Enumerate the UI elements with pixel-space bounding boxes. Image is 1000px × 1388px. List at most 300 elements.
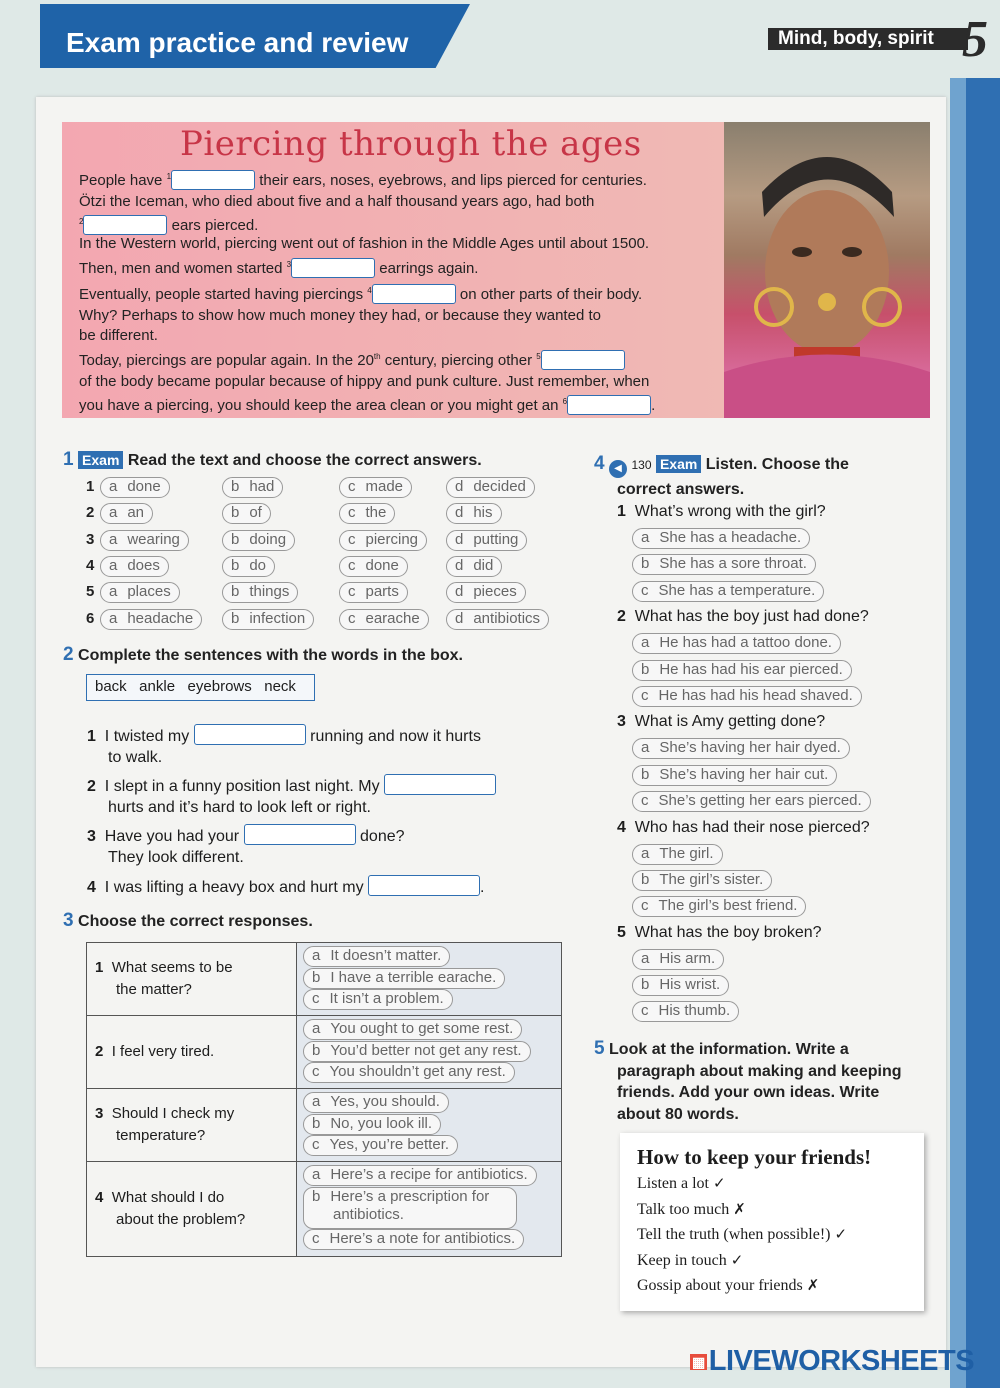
ex3-option-2a-text: You ought to get some rest. xyxy=(330,1020,514,1037)
ex4-question-text: What has the boy broken? xyxy=(634,923,822,941)
ex4-option-4b[interactable] xyxy=(632,870,772,891)
ex3-question xyxy=(95,1041,296,1063)
check-mark-icon: ✓ xyxy=(730,1250,744,1269)
ex3-question-number: 2 xyxy=(95,1043,104,1060)
unit-label: Mind, body, spirit xyxy=(768,28,968,50)
ex4-option-1c-text: She has a temperature. xyxy=(658,581,816,599)
ex3-option-3b-letter: b xyxy=(312,1114,321,1132)
ex2-input-4[interactable] xyxy=(368,875,480,896)
ex3-option-2c-letter: c xyxy=(312,1063,320,1080)
brand-text: LIVEWORKSHEETS xyxy=(708,1345,975,1377)
ex1-option-6a-text: headache xyxy=(127,609,194,627)
exercise-number: 3 xyxy=(63,910,74,931)
text: century, piercing other xyxy=(384,352,533,369)
ex4-option-5a[interactable] xyxy=(632,949,724,970)
gap-number: 3 xyxy=(286,259,292,269)
unit-number: 5 xyxy=(962,11,988,68)
ex4-option-3b-letter: b xyxy=(641,765,650,783)
ex1-option-4b-text: do xyxy=(249,556,267,574)
ex1-option-1b-text: had xyxy=(249,478,275,495)
superscript: th xyxy=(373,352,381,361)
ex1-option-2a-letter: a xyxy=(109,504,118,522)
ex4-option-3c[interactable] xyxy=(632,791,871,812)
note-item-text: Gossip about your friends xyxy=(637,1277,803,1295)
ex1-option-4b-letter: b xyxy=(231,556,240,574)
ex1-option-1d-letter: d xyxy=(455,478,464,495)
ex3-option-1b-text: I have a terrible earache. xyxy=(330,968,497,986)
ex3-question-cell xyxy=(87,943,297,1016)
ex3-option-1c-letter: c xyxy=(312,990,320,1007)
ex4-option-3a-text: She’s having her hair dyed. xyxy=(659,739,841,757)
ex4-option-2b-text: He has had his ear pierced. xyxy=(659,660,843,678)
instruction: about 80 words. xyxy=(617,1105,739,1123)
ex1-option-6a[interactable] xyxy=(100,609,202,630)
woman-portrait-image xyxy=(724,122,930,418)
ex4-option-3b[interactable] xyxy=(632,765,837,786)
ex3-question-number: 1 xyxy=(95,959,104,976)
text: Why? Perhaps to show how much money they had, or because they wanted to xyxy=(79,306,601,324)
item-number: 1 xyxy=(87,728,96,745)
ex1-option-3d[interactable] xyxy=(446,530,527,551)
text: to walk. xyxy=(108,749,163,766)
ex1-option-4c-letter: c xyxy=(348,556,356,574)
ex2-input-3[interactable] xyxy=(244,824,356,845)
ex3-option-2b-letter: b xyxy=(312,1041,321,1059)
text: be different. xyxy=(79,327,158,344)
ex1-option-6c[interactable] xyxy=(339,609,429,630)
ex1-option-5d[interactable] xyxy=(446,582,526,603)
text: done? xyxy=(360,828,405,845)
ex1-option-5c[interactable] xyxy=(339,582,408,603)
check-mark-icon: ✗ xyxy=(806,1276,820,1295)
ex1-option-2c[interactable] xyxy=(339,503,395,524)
gap-number: 6 xyxy=(562,397,568,406)
ex3-row xyxy=(87,943,562,1016)
ex3-option-2a-letter: a xyxy=(312,1020,321,1037)
text: earrings again. xyxy=(379,259,479,277)
text: of the body became popular because of hippy and punk culture. Just remember, when xyxy=(79,372,650,390)
ex4-option-5b-letter: b xyxy=(641,976,650,994)
ex4-question-number: 2 xyxy=(617,608,626,626)
exercise-number: 5 xyxy=(594,1038,605,1059)
ex1-option-4c[interactable] xyxy=(339,556,408,577)
reading-paragraph-2 xyxy=(79,234,719,279)
ex1-option-3a-letter: a xyxy=(109,530,118,548)
ex4-option-2b[interactable] xyxy=(632,660,852,681)
gap-input-5[interactable] xyxy=(541,350,625,370)
ex4-option-4b-letter: b xyxy=(641,870,650,888)
ex3-option-4b-line2: antibiotics. xyxy=(333,1205,404,1223)
ex1-option-6d-letter: d xyxy=(455,609,464,627)
ex4-option-5b[interactable] xyxy=(632,975,729,996)
ex4-question-text: What is Amy getting done? xyxy=(634,713,826,731)
instruction: Look at the information. Write a xyxy=(609,1041,849,1058)
ex1-option-5c-letter: c xyxy=(348,583,356,601)
ex4-option-1b-letter: b xyxy=(641,555,650,573)
ex3-option-3a[interactable] xyxy=(303,1092,449,1113)
ex1-option-5c-text: parts xyxy=(365,583,399,601)
ex4-question-text: Who has had their nose pierced? xyxy=(634,818,870,836)
ex1-option-3b[interactable] xyxy=(222,530,295,551)
note-title: How to keep your friends! xyxy=(637,1145,872,1169)
ex1-option-5a[interactable] xyxy=(100,582,180,603)
ex1-option-2a-text: an xyxy=(127,504,145,522)
ex1-option-3a-text: wearing xyxy=(127,530,180,548)
ex1-option-4d-text: did xyxy=(473,556,494,574)
ex4-option-3a[interactable] xyxy=(632,738,850,759)
ex1-option-1a-text: done xyxy=(127,478,161,495)
note-item xyxy=(637,1225,847,1244)
ex4-option-4a-letter: a xyxy=(641,844,650,862)
ex4-option-3c-letter: c xyxy=(641,792,649,809)
note-item-text: Tell the truth (when possible!) xyxy=(637,1226,831,1244)
ex4-option-1a[interactable] xyxy=(632,528,810,549)
check-mark-icon: ✓ xyxy=(712,1174,726,1192)
ex3-option-4a[interactable] xyxy=(303,1165,537,1186)
ex1-option-1b-letter: b xyxy=(231,478,240,495)
ex3-option-1a-letter: a xyxy=(312,947,321,964)
ex1-option-6c-letter: c xyxy=(348,609,356,627)
ex1-option-1a[interactable] xyxy=(100,477,170,498)
ex1-option-6b-letter: b xyxy=(231,609,240,627)
ex4-option-3c-text: She’s getting her ears pierced. xyxy=(658,792,862,809)
ex3-option-3c-letter: c xyxy=(312,1136,320,1153)
ex3-option-3c[interactable] xyxy=(303,1135,458,1156)
reading-paragraph-3 xyxy=(79,281,719,347)
ex4-option-1c[interactable] xyxy=(632,581,824,602)
gap-number: 5 xyxy=(536,352,541,361)
gap-input-4[interactable] xyxy=(372,284,456,304)
ex3-option-2a[interactable] xyxy=(303,1019,522,1040)
ex1-option-1c-letter: c xyxy=(348,478,356,495)
ex4-option-5c-text: His thumb. xyxy=(658,1002,731,1020)
gap-input-1[interactable] xyxy=(171,170,255,190)
ex1-option-2c-letter: c xyxy=(348,504,356,522)
text: on other parts of their body. xyxy=(459,286,643,303)
ex1-option-6d-text: antibiotics xyxy=(473,609,541,627)
ex1-option-5a-text: places xyxy=(127,583,171,601)
ex1-option-4d[interactable] xyxy=(446,556,502,577)
note-item xyxy=(637,1251,743,1270)
ex2-input-2[interactable] xyxy=(384,774,496,795)
ex1-row-number: 3 xyxy=(86,530,95,548)
ex4-question xyxy=(617,924,937,942)
ex4-question-text: What has the boy just had done? xyxy=(634,608,869,626)
ex3-option-2c-text: You shouldn’t get any rest. xyxy=(329,1063,506,1080)
ex1-option-4a[interactable] xyxy=(100,556,169,577)
ex3-option-2b[interactable] xyxy=(303,1041,531,1062)
ex1-row-number: 4 xyxy=(86,556,95,574)
text: I slept in a funny position last night. My xyxy=(104,778,380,795)
instruction: friends. Add your own ideas. Write xyxy=(617,1084,880,1101)
ex4-question-number: 3 xyxy=(617,713,626,731)
ex3-option-4a-letter: a xyxy=(312,1166,321,1183)
ex3-question-line2: the matter? xyxy=(116,981,192,998)
ex3-question-cell xyxy=(87,1016,297,1089)
exam-badge: Exam xyxy=(656,455,701,473)
ex3-question-cell xyxy=(87,1089,297,1162)
word-box: back ankle eyebrows neck xyxy=(86,674,315,701)
ex4-option-2c-text: He has had his head shaved. xyxy=(658,686,853,704)
ex4-option-2c-letter: c xyxy=(641,686,649,704)
ex1-option-4b[interactable] xyxy=(222,556,275,577)
ex3-answer-wrap xyxy=(297,1162,561,1256)
ex1-option-5b-letter: b xyxy=(231,583,240,601)
item-number: 4 xyxy=(87,879,96,896)
instruction: Listen. Choose the xyxy=(705,456,849,473)
ex1-option-5d-text: pieces xyxy=(473,583,517,601)
check-mark-icon: ✗ xyxy=(733,1199,746,1218)
instruction: Choose the correct responses. xyxy=(78,913,313,930)
reading-paragraph-1 xyxy=(79,167,719,237)
ex3-option-1a-text: It doesn’t matter. xyxy=(330,947,442,964)
gap-input-2[interactable] xyxy=(83,215,167,235)
ex3-table xyxy=(86,942,562,1257)
ex3-answer-cell xyxy=(297,943,562,1016)
exercise-number: 1 xyxy=(63,449,74,470)
ex3-option-2b-text: You’d better not get any rest. xyxy=(330,1041,522,1059)
text: Then, men and women started xyxy=(79,259,283,277)
ex1-option-2b-text: of xyxy=(249,504,262,522)
ex3-answer-cell xyxy=(297,1016,562,1089)
text: Ötzi the Iceman, who died about five and a half thousand years ago, had both xyxy=(79,192,595,210)
reading-paragraph-4 xyxy=(79,347,719,417)
ex1-option-3b-letter: b xyxy=(231,530,240,548)
ex3-option-4b-text: Here’s a prescription for xyxy=(330,1187,490,1205)
ex3-option-3a-letter: a xyxy=(312,1093,321,1110)
note-item-text: Keep in touch xyxy=(637,1251,727,1269)
ex4-option-1c-letter: c xyxy=(641,581,649,599)
ex3-option-4c[interactable] xyxy=(303,1229,524,1250)
ex4-option-4b-text: The girl’s sister. xyxy=(659,870,764,888)
ex2-input-1[interactable] xyxy=(194,724,306,745)
ex1-option-5d-letter: d xyxy=(455,583,464,601)
ex1-option-3c-letter: c xyxy=(348,530,356,548)
track-number: 130 xyxy=(631,458,652,472)
text: Today, piercings are popular again. In the 20 xyxy=(79,352,374,369)
ex4-question xyxy=(617,713,937,731)
instruction: correct answers. xyxy=(617,481,745,498)
text: I twisted my xyxy=(104,728,190,745)
ex1-option-1c[interactable] xyxy=(339,477,412,498)
ex1-option-6c-text: earache xyxy=(365,609,420,627)
ex4-option-5c[interactable] xyxy=(632,1001,739,1022)
ex3-row xyxy=(87,1089,562,1162)
ex1-row-number: 2 xyxy=(86,504,95,522)
ex3-option-1c-text: It isn’t a problem. xyxy=(329,990,444,1007)
ex2-sentence-2 xyxy=(87,774,547,818)
ex4-option-5a-letter: a xyxy=(641,949,650,967)
note-item xyxy=(637,1200,746,1219)
ex1-row-number: 1 xyxy=(86,478,95,495)
ex1-option-5a-letter: a xyxy=(109,583,118,601)
ex4-option-4c-text: The girl’s best friend. xyxy=(658,897,798,915)
ex4-option-3b-text: She’s having her hair cut. xyxy=(659,765,829,783)
ex2-sentence-1 xyxy=(87,724,547,768)
text: . xyxy=(651,397,656,414)
ex2-heading xyxy=(63,644,463,666)
gap-number: 1 xyxy=(166,172,172,181)
reading-title: Piercing through the ages xyxy=(180,124,642,164)
text: I was lifting a heavy box and hurt my xyxy=(104,879,364,896)
item-number: 3 xyxy=(87,828,96,845)
ex1-option-4d-letter: d xyxy=(455,556,464,574)
ex4-question-number: 1 xyxy=(617,503,626,520)
ex1-option-2b[interactable] xyxy=(222,503,271,524)
ex1-option-2a[interactable] xyxy=(100,503,153,524)
ex3-option-1b[interactable] xyxy=(303,968,505,989)
ex4-heading xyxy=(594,452,934,501)
ex3-option-3b[interactable] xyxy=(303,1114,441,1135)
gap-number: 4 xyxy=(367,286,372,295)
ex3-answer-wrap xyxy=(297,943,561,1015)
ex1-option-1d-text: decided xyxy=(473,478,526,495)
ex3-option-1c[interactable] xyxy=(303,989,453,1010)
ex4-question xyxy=(617,819,937,837)
ex4-option-3a-letter: a xyxy=(641,739,650,757)
ex1-option-3c[interactable] xyxy=(339,530,427,551)
audio-icon[interactable]: ◀ xyxy=(609,460,627,478)
brand-icon: ▦ xyxy=(692,1354,705,1370)
ex4-option-2a[interactable] xyxy=(632,633,841,654)
ex4-option-4a-text: The girl. xyxy=(659,844,714,862)
side-stripe xyxy=(950,78,966,1388)
ex1-option-2c-text: the xyxy=(365,504,387,522)
ex1-option-5b[interactable] xyxy=(222,582,298,603)
ex3-option-3c-text: Yes, you’re better. xyxy=(329,1136,450,1153)
ex4-option-2c[interactable] xyxy=(632,686,862,707)
instruction: paragraph about making and keeping xyxy=(617,1062,902,1080)
ex1-option-2d-text: his xyxy=(473,504,493,522)
instruction: Read the text and choose the correct answers. xyxy=(127,452,482,469)
woman-photo xyxy=(724,122,930,418)
ex4-option-4c[interactable] xyxy=(632,896,806,917)
ex1-option-3a[interactable] xyxy=(100,530,189,551)
text: Eventually, people started having piercings xyxy=(79,286,364,303)
ex3-heading xyxy=(63,910,313,932)
ex3-question-number: 3 xyxy=(95,1105,104,1122)
ex3-question-line1: I feel very tired. xyxy=(111,1043,215,1060)
ex4-question-number: 4 xyxy=(617,818,626,836)
text: Have you had your xyxy=(104,828,240,845)
ex3-option-4b-letter: b xyxy=(312,1187,321,1205)
ex2-sentence-3 xyxy=(87,824,547,868)
ex3-option-4c-text: Here’s a note for antibiotics. xyxy=(329,1229,516,1247)
ex1-option-5b-text: things xyxy=(249,583,290,601)
exercise-number: 2 xyxy=(63,644,74,665)
ex3-question-cell xyxy=(87,1162,297,1257)
ex4-option-1b[interactable] xyxy=(632,554,816,575)
text: . xyxy=(480,879,485,896)
check-mark-icon: ✓ xyxy=(834,1225,848,1244)
ex4-option-2a-text: He has had a tattoo done. xyxy=(659,634,832,652)
ex1-option-3c-text: piercing xyxy=(365,530,419,548)
ex3-question xyxy=(95,1187,296,1231)
ex1-option-1c-text: made xyxy=(365,478,404,495)
ex1-option-6a-letter: a xyxy=(109,609,118,627)
gap-input-6[interactable] xyxy=(567,395,651,415)
item-number: 2 xyxy=(87,778,96,795)
ex1-option-1d[interactable] xyxy=(446,477,535,498)
ex3-option-3a-text: Yes, you should. xyxy=(330,1093,440,1110)
ex4-option-1a-letter: a xyxy=(641,529,650,546)
ex3-row xyxy=(87,1016,562,1089)
ex1-row-number: 6 xyxy=(86,609,95,627)
gap-number: 2 xyxy=(79,217,84,226)
ex1-option-6b[interactable] xyxy=(222,609,314,630)
text: They look different. xyxy=(108,849,244,866)
ex3-option-1b-letter: b xyxy=(312,968,321,986)
ex3-row xyxy=(87,1162,562,1257)
text: In the Western world, piercing went out of fashion in the Middle Ages until about 1500. xyxy=(79,235,650,252)
page-title: Exam practice and review xyxy=(66,27,409,58)
ex4-option-5a-text: His arm. xyxy=(659,949,716,967)
ex4-option-4c-letter: c xyxy=(641,897,649,915)
ex3-answer-wrap xyxy=(297,1016,561,1088)
ex2-sentence-4 xyxy=(87,875,547,898)
text: their ears, noses, eyebrows, and lips pierced for centuries. xyxy=(259,172,647,189)
ex3-question xyxy=(95,957,296,1001)
ex1-option-6d[interactable] xyxy=(446,609,549,630)
ex1-option-3d-text: putting xyxy=(473,530,519,548)
ex3-option-4a-text: Here’s a recipe for antibiotics. xyxy=(330,1166,528,1183)
ex4-option-2a-letter: a xyxy=(641,634,650,652)
text: running and now it hurts xyxy=(310,728,481,745)
ex3-answer-cell xyxy=(297,1162,562,1257)
note-item-text: Talk too much xyxy=(637,1200,730,1218)
ex3-option-1a[interactable] xyxy=(303,946,450,967)
ex3-option-4b[interactable] xyxy=(303,1187,517,1229)
ex3-question-line1: Should I check my xyxy=(111,1105,235,1122)
ex1-option-3d-letter: d xyxy=(455,530,464,548)
ex4-option-4a[interactable] xyxy=(632,844,723,865)
brand-logo xyxy=(690,1345,974,1378)
exam-badge: Exam xyxy=(78,451,123,469)
ex1-option-1b[interactable] xyxy=(222,477,283,498)
ex4-option-2b-letter: b xyxy=(641,660,650,678)
ex1-option-4a-letter: a xyxy=(109,556,118,574)
side-stripe-dark xyxy=(966,78,1000,1388)
ex1-heading xyxy=(63,449,482,471)
note-item-text: Listen a lot xyxy=(637,1175,709,1192)
ex1-option-2b-letter: b xyxy=(231,504,240,522)
ex3-option-2c[interactable] xyxy=(303,1062,515,1083)
ex3-option-3b-text: No, you look ill. xyxy=(330,1114,433,1132)
ex3-option-4c-letter: c xyxy=(312,1229,320,1247)
instruction: Complete the sentences with the words in the box. xyxy=(78,647,463,664)
ex4-option-5b-text: His wrist. xyxy=(659,976,721,994)
text: ears pierced. xyxy=(171,217,259,234)
ex3-question-line1: What seems to be xyxy=(111,959,233,976)
ex4-option-5c-letter: c xyxy=(641,1002,649,1020)
ex5-heading xyxy=(594,1038,934,1125)
ex3-question xyxy=(95,1103,296,1147)
note-item xyxy=(637,1174,726,1193)
ex4-question xyxy=(617,608,937,626)
ex4-option-1a-text: She has a headache. xyxy=(659,529,802,546)
ex1-option-4c-text: done xyxy=(365,556,399,574)
ex4-question-text: What’s wrong with the girl? xyxy=(634,503,826,520)
ex4-question-number: 5 xyxy=(617,923,626,941)
ex4-option-1b-text: She has a sore throat. xyxy=(659,555,807,573)
ex1-option-2d[interactable] xyxy=(446,503,502,524)
ex3-question-line2: temperature? xyxy=(116,1127,206,1144)
gap-input-3[interactable] xyxy=(291,258,375,278)
ex1-option-6b-text: infection xyxy=(249,609,306,627)
ex1-row-number: 5 xyxy=(86,583,95,601)
ex1-option-1a-letter: a xyxy=(109,478,118,495)
ex4-question xyxy=(617,503,937,521)
